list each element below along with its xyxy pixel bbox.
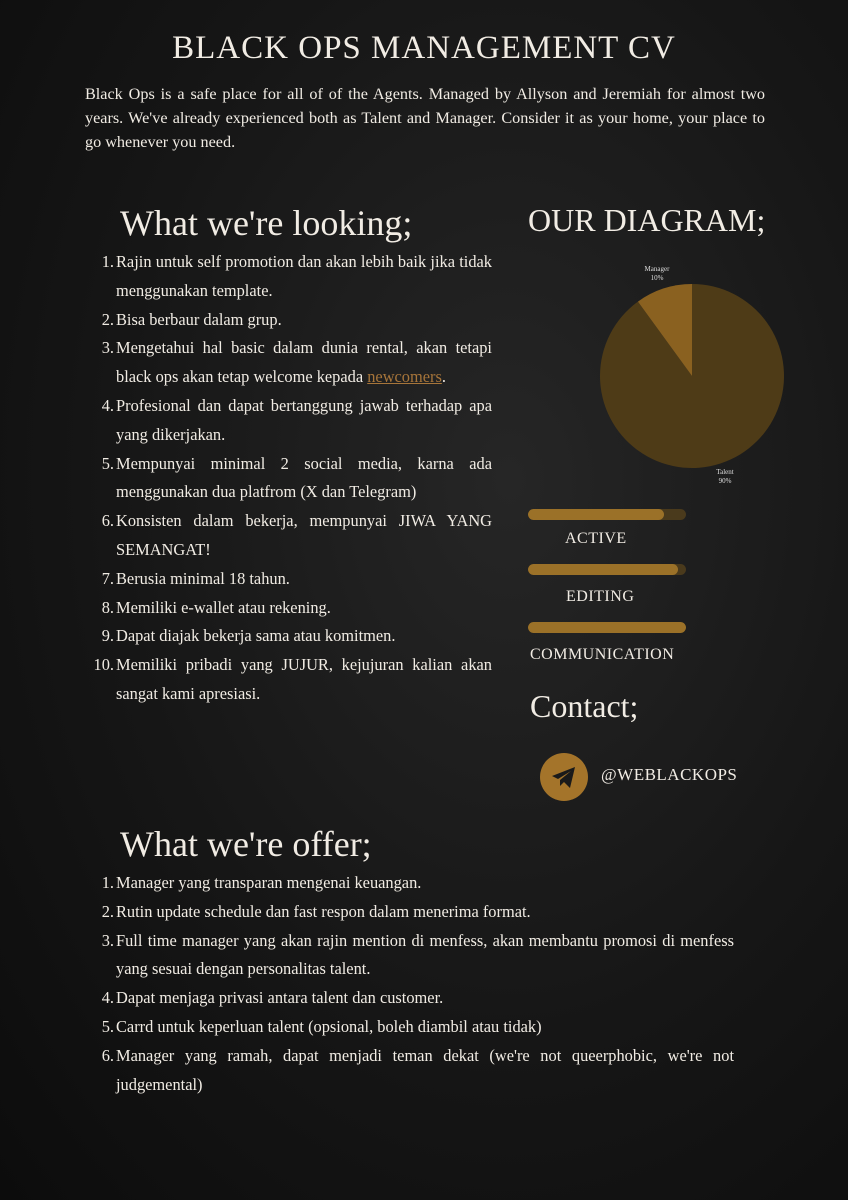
skill-bar-communication — [528, 622, 686, 633]
skill-bar-active — [528, 509, 686, 520]
skill-label-communication: COMMUNICATION — [530, 646, 675, 663]
contact-handle[interactable]: @WEBLACKOPS — [601, 765, 738, 784]
intro-paragraph: Black Ops is a safe place for all of of the Agents. Managed by Allyson and Jeremiah for almost two years. We've already experienced both as Talent and Manager. Consider it as your home, your place to go whenever you need. — [85, 85, 765, 151]
pie-label-manager: Manager 10% — [644, 265, 670, 282]
list-item: 1. Manager yang transparan mengenai keuangan. — [101, 873, 422, 892]
skill-label-active: ACTIVE — [565, 530, 627, 547]
list-item: 5. Mempunyai minimal 2 social media, karna ada menggunakan dua platfrom (X dan Telegram) — [101, 453, 492, 502]
newcomers-link[interactable]: newcomers — [367, 367, 442, 387]
list-item: 6. Konsisten dalam bekerja, mempunyai JIWA YANG SEMANGAT! — [101, 511, 492, 559]
skill-label-editing: EDITING — [566, 588, 635, 605]
list-item: 8. Memiliki e-wallet atau rekening. — [101, 597, 331, 617]
list-item: 3. Mengetahui hal basic dalam dunia rental, akan tetapi black ops akan tetap welcome kepada newcomers. — [101, 338, 492, 387]
skill-bar-editing — [528, 564, 686, 575]
list-item: 4. Dapat menjaga privasi antara talent dan customer. — [101, 988, 444, 1008]
pie-chart — [590, 270, 795, 490]
telegram-icon[interactable] — [540, 753, 588, 801]
skill-bar-fill — [528, 509, 664, 520]
looking-heading: What we're looking; — [120, 203, 413, 243]
skill-bar-fill — [528, 622, 686, 633]
list-item: 4. Profesional dan dapat bertanggung jawab terhadap apa yang dikerjakan. — [101, 395, 492, 444]
list-item: 2. Rutin update schedule dan fast respon dalam menerima format. — [101, 901, 531, 921]
list-item: 6. Manager yang ramah, dapat menjadi teman dekat (we're not queerphobic, we're not judgemental) — [101, 1045, 734, 1094]
list-item: 5. Carrd untuk keperluan talent (opsional, boleh diambil atau tidak) — [101, 1016, 542, 1036]
page-title: BLACK OPS MANAGEMENT CV — [172, 30, 676, 66]
contact-heading: Contact; — [530, 688, 639, 724]
list-item: 3. Full time manager yang akan rajin mention di menfess, akan membantu promosi di menfess yang sesuai dengan personalitas talent. — [101, 930, 734, 979]
list-item: 10. Memiliki pribadi yang JUJUR, kejujuran kalian akan sangat kami apresiasi. — [93, 655, 492, 703]
skill-bar-fill — [528, 564, 678, 575]
offer-heading: What we're offer; — [120, 824, 372, 864]
list-item: 2. Bisa berbaur dalam grup. — [101, 309, 282, 329]
diagram-heading: OUR DIAGRAM; — [528, 202, 766, 238]
list-item: 7. Berusia minimal 18 tahun. — [101, 568, 290, 588]
list-item: 9. Dapat diajak bekerja sama atau komitmen. — [101, 626, 396, 646]
offer-list — [84, 869, 734, 1099]
pie-label-talent: Talent 90% — [716, 468, 734, 485]
list-item: 1. Rajin untuk self promotion dan akan lebih baik jika tidak menggunakan template. — [101, 252, 492, 300]
looking-list — [84, 248, 492, 709]
